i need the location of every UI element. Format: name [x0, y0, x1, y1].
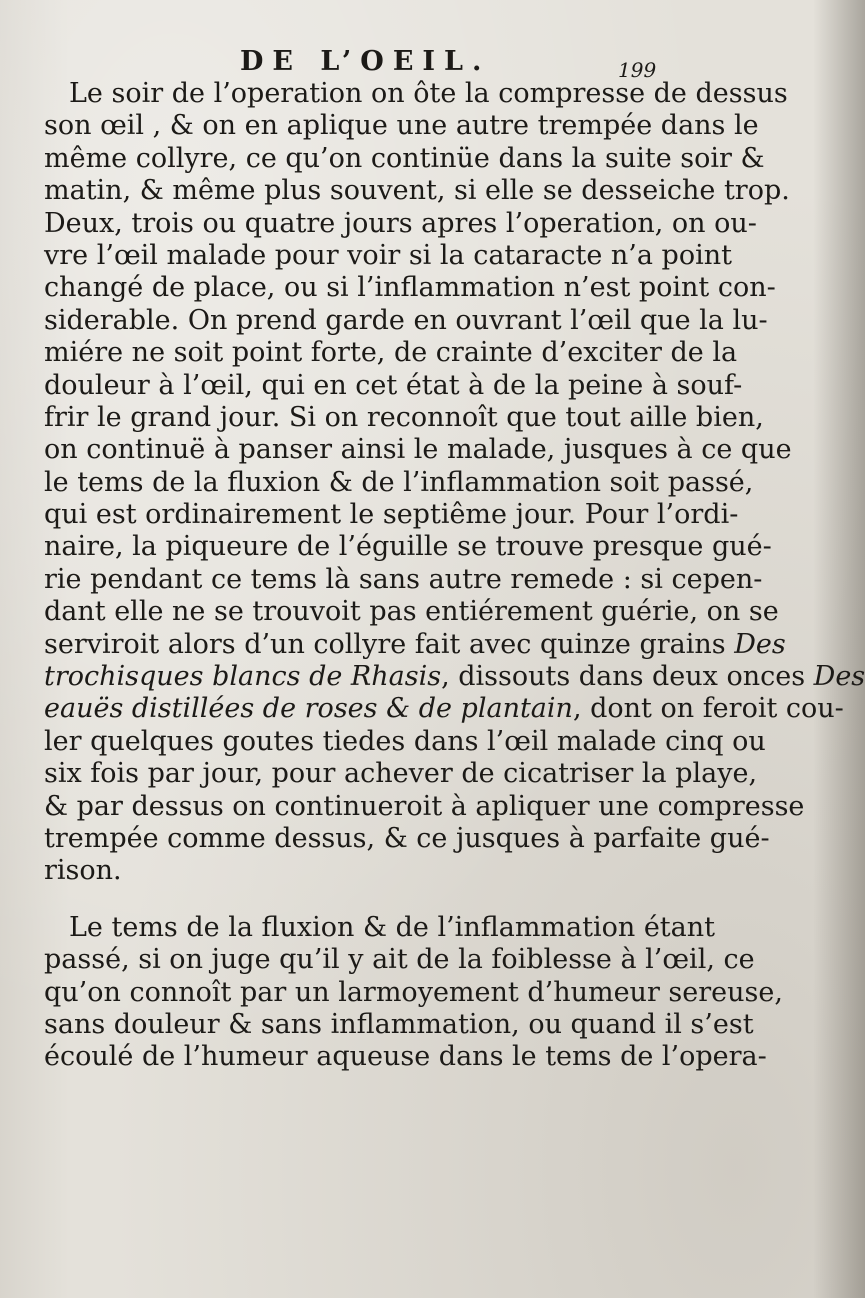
- text-run: douleur à l’œil, qui en cet état à de la peine à souf-: [44, 369, 743, 401]
- text-line: [44, 207, 757, 240]
- text-run: écoulé de l’humeur aqueuse dans le tems de l’opera-: [44, 1041, 767, 1073]
- text-line: [44, 725, 766, 758]
- text-run: son œil , & on en aplique une autre trempée dans le: [44, 110, 759, 142]
- text-line: [44, 401, 764, 434]
- text-run: miére ne soit point forte, de crainte d’exciter de la: [44, 337, 738, 369]
- text-line: [44, 78, 788, 110]
- text-run: rie pendant ce tems là sans autre remede : si cepen-: [44, 563, 763, 595]
- text-run: & par dessus on continueroit à apliquer une compresse: [44, 790, 805, 822]
- text-line: [44, 239, 732, 272]
- text-run: frir le grand jour. Si on reconnoît que tout aille bien,: [44, 401, 764, 433]
- text-line: [44, 1041, 767, 1073]
- text-line: [44, 976, 783, 1009]
- text-line: [44, 304, 768, 337]
- body-text: [44, 78, 865, 1074]
- text-line: [44, 434, 792, 466]
- text-line: [44, 758, 758, 790]
- text-run: rison.: [44, 855, 122, 887]
- text-run: qui est ordinairement le septiême jour. Pour l’ordi-: [44, 499, 739, 531]
- text-line: [44, 944, 755, 976]
- text-run: trempée comme dessus, & ce jusques à parfaite gué-: [44, 822, 770, 854]
- text-run: qu’on connoît par un larmoyement d’humeur sereuse,: [44, 976, 783, 1008]
- running-head-title: DE L’OEIL.: [240, 46, 491, 77]
- text-run: le tems de la fluxion & de l’inflammation soit passé,: [44, 466, 754, 498]
- text-run: , dissouts dans deux onces: [441, 661, 814, 693]
- text-line: [44, 596, 779, 628]
- text-run: sans douleur & sans inflammation, ou quand il s’est: [44, 1008, 754, 1040]
- paragraph: [44, 78, 865, 888]
- text-run: passé, si on juge qu’il y ait de la foiblesse à l’œil, ce: [44, 944, 755, 976]
- text-run: vre l’œil malade pour voir si la cataracte n’a point: [44, 239, 732, 271]
- text-line: [44, 337, 738, 369]
- paragraph-gap: [44, 888, 658, 912]
- text-line: [44, 628, 786, 661]
- text-line: [44, 175, 790, 207]
- text-run: ler quelques goutes tiedes dans l’œil malade cinq ou: [44, 725, 766, 757]
- text-line: [44, 110, 759, 142]
- text-run: serviroit alors d’un collyre fait avec quinze grains: [44, 628, 735, 660]
- text-line: [44, 790, 805, 823]
- text-run: naire, la piqueure de l’éguille se trouve presque gué-: [44, 531, 772, 563]
- page-number: 199: [618, 58, 657, 82]
- text-line: [44, 911, 715, 944]
- text-line: [44, 466, 754, 499]
- text-run: Le soir de l’operation on ôte la compresse de dessus: [69, 78, 788, 109]
- paragraph: [44, 911, 783, 1074]
- text-run: même collyre, ce qu’on continüe dans la suite soir &: [44, 142, 765, 174]
- running-head: [0, 46, 800, 82]
- text-line: [44, 855, 658, 887]
- text-line: [44, 531, 772, 563]
- text-run: siderable. On prend garde en ouvrant l’œil que la lu-: [44, 304, 768, 336]
- text-line: [44, 142, 765, 175]
- text-line: [44, 563, 763, 596]
- text-line: [44, 661, 865, 693]
- text-run: on continuë à panser ainsi le malade, jusques à ce que: [44, 434, 792, 466]
- text-run: six fois par jour, pour achever de cicatriser la playe,: [44, 758, 758, 790]
- text-line: [44, 1008, 754, 1041]
- text-line: [44, 272, 776, 304]
- italic-text: trochisques blancs de Rhasis: [44, 661, 442, 693]
- italic-text: eauës distillées de roses & de plantain: [44, 693, 573, 725]
- text-line: [44, 499, 739, 531]
- italic-text: Des: [813, 661, 865, 693]
- text-line: [44, 822, 770, 855]
- text-run: Deux, trois ou quatre jours apres l’operation, on ou-: [44, 207, 757, 239]
- text-run: changé de place, ou si l’inflammation n’est point con-: [44, 272, 776, 304]
- text-run: Le tems de la fluxion & de l’inflammation étant: [69, 911, 715, 943]
- italic-text: Des: [734, 628, 786, 660]
- text-line: [44, 369, 743, 402]
- text-line: [44, 693, 844, 725]
- text-run: matin, & même plus souvent, si elle se desseiche trop.: [44, 175, 790, 207]
- text-run: dant elle ne se trouvoit pas entiérement guérie, on se: [44, 596, 779, 628]
- text-run: , dont on feroit cou-: [572, 693, 844, 725]
